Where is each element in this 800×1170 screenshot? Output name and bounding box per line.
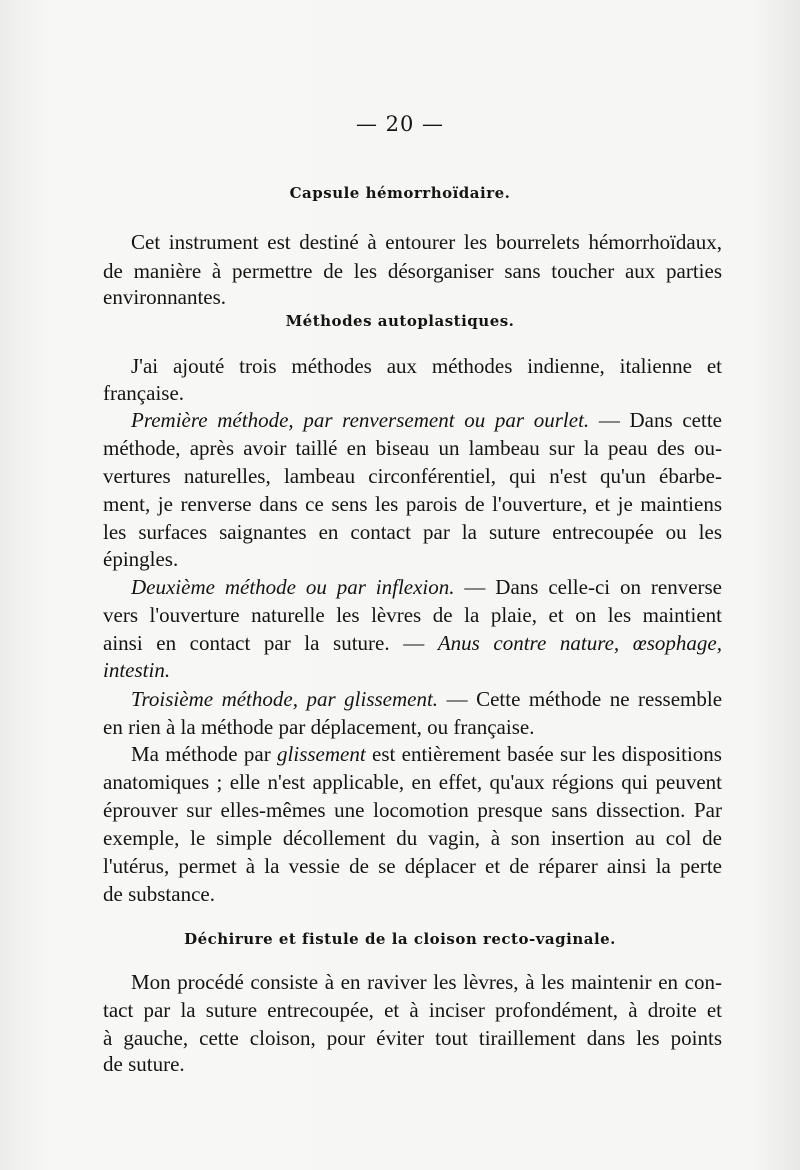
- italic-run: intestin.: [103, 658, 171, 682]
- text-line: méthode, après avoir taillé en biseau un lambeau sur la peau des ou-: [103, 436, 722, 460]
- text-run: — Dans cette: [589, 408, 722, 432]
- section-heading-dechirure: Déchirure et fistule de la cloison recto-vaginale.: [184, 930, 616, 948]
- text-line: en rien à la méthode par déplacement, ou française.: [103, 715, 535, 739]
- text-line: [131, 406, 722, 434]
- text-line: [131, 685, 722, 713]
- italic-run: glissement: [277, 742, 366, 766]
- text-line: tact par la suture entrecoupée, et à inciser profondément, à droite et: [103, 998, 722, 1022]
- text-line: vers l'ouverture naturelle les lèvres de la plaie, et on les maintient: [103, 603, 722, 627]
- text-run: est entièrement basée sur les dispositions: [365, 742, 722, 766]
- text-line: éprouver sur elles-mêmes une locomotion presque sans dissection. Par: [103, 798, 722, 822]
- text-line: [103, 656, 722, 684]
- text-line: [131, 740, 722, 768]
- text-line: épingles.: [103, 547, 179, 571]
- italic-run: Troisième méthode, par glissement.: [131, 687, 439, 711]
- text-line: de substance.: [103, 882, 215, 906]
- text-run: Ma méthode par: [131, 742, 278, 766]
- text-line: Cet instrument est destiné à entourer les bourrelets hémorrhoïdaux,: [131, 230, 722, 254]
- text-line: vertures naturelles, lambeau circonférentiel, qui n'est qu'un ébarbe-: [103, 464, 722, 488]
- text-line: [131, 573, 722, 601]
- italic-run: Première méthode, par renversement ou par ourlet.: [131, 408, 590, 432]
- text-line: de manière à permettre de les désorganiser sans toucher aux parties: [103, 259, 722, 283]
- italic-run: Deuxième méthode ou par inflexion.: [131, 575, 455, 599]
- page-number: — 20 —: [355, 112, 445, 136]
- text-line: française.: [103, 381, 185, 405]
- text-run: — Dans celle-ci on renverse: [454, 575, 723, 599]
- text-line: à gauche, cette cloison, pour éviter tout tiraillement dans les points: [103, 1026, 722, 1050]
- text-line: environnantes.: [103, 285, 227, 309]
- text-line: l'utérus, permet à la vessie de se déplacer et de réparer ainsi la perte: [103, 854, 722, 878]
- text-line: Mon procédé consiste à en raviver les lèvres, à les maintenir en con-: [131, 970, 722, 994]
- text-line: les surfaces saignantes en contact par la suture entrecoupée ou les: [103, 520, 722, 544]
- text-line: [103, 629, 722, 657]
- section-heading-methodes: Méthodes autoplastiques.: [285, 312, 515, 330]
- text-run: ainsi en contact par la suture. —: [103, 631, 438, 655]
- text-line: ment, je renverse dans ce sens les parois de l'ouverture, et je maintiens: [103, 492, 722, 516]
- text-line: de suture.: [103, 1052, 185, 1076]
- text-line: exemple, le simple décollement du vagin, à son insertion au col de: [103, 826, 722, 850]
- text-line: anatomiques ; elle n'est applicable, en effet, qu'aux régions qui peuvent: [103, 770, 722, 794]
- italic-run: Anus contre nature, œsophage,: [437, 631, 723, 655]
- section-heading-capsule: Capsule hémorrhoïdaire.: [289, 184, 511, 202]
- text-line: J'ai ajouté trois méthodes aux méthodes indienne, italienne et: [131, 354, 722, 378]
- text-run: — Cette méthode ne ressemble: [438, 687, 723, 711]
